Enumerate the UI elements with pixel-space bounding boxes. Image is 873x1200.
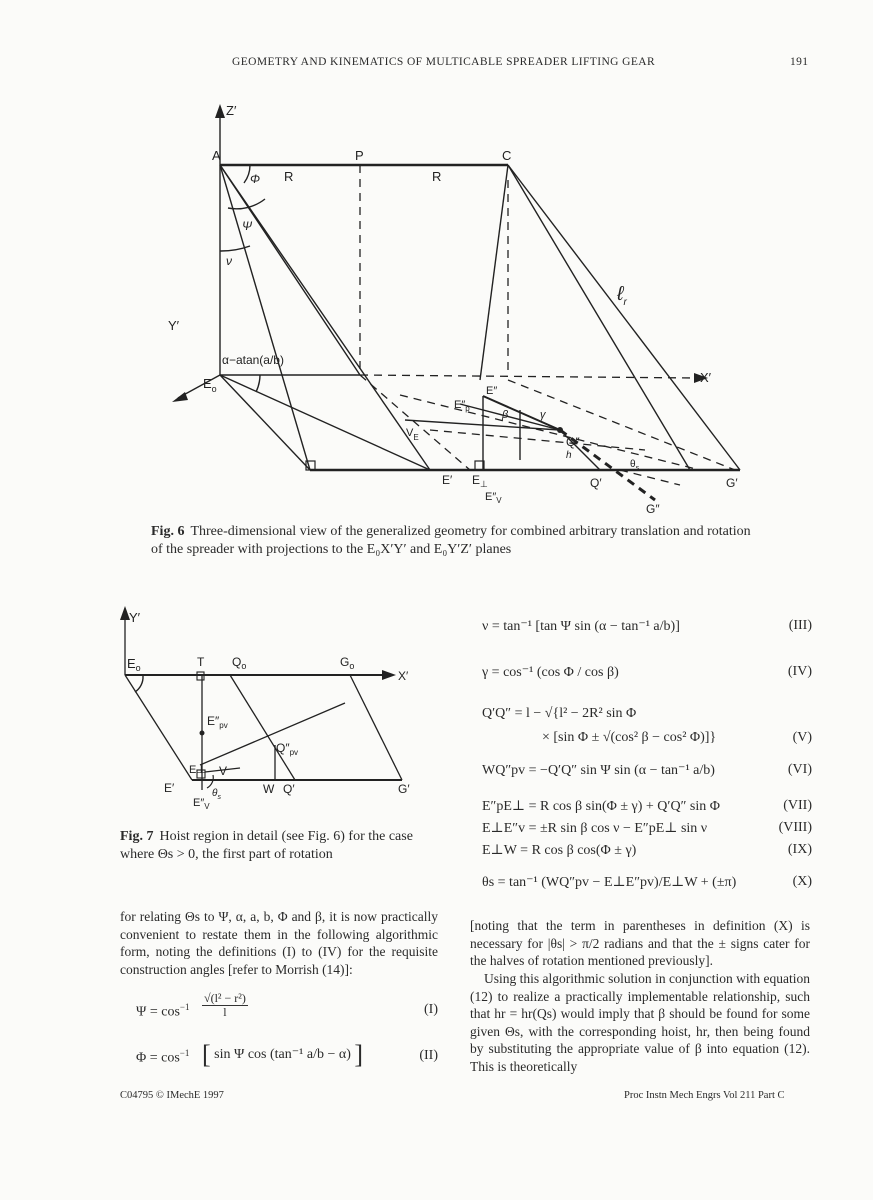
running-title: GEOMETRY AND KINEMATICS OF MULTICABLE SPREADER LIFTING GEAR	[232, 56, 656, 68]
fig7-label-qprime: Q′	[283, 782, 295, 796]
fig7-label-ev: $E''_V$	[193, 797, 210, 811]
equation-I: $\Psi = \cos^{-1}$ $\frac{\text{√(l² − r²)}}{l}$ (I)	[136, 991, 438, 1020]
fig6-label-theta-s: $\theta_s$	[630, 459, 640, 472]
fig6-label-beta: β	[502, 409, 509, 421]
equation-IX: E⊥W = R cos β cos(Φ ± γ) (IX)	[482, 842, 812, 858]
right-paragraph-2: Using this algorithmic solution in conjunction with equation (12) to realize a practically implementable relationship, such that hr = hr(Qs) would imply that β should be found for some given Θs, with the corresponding hoist, hr, then being found by substituting the appropriate value of β into equation (12). This is theoretically	[470, 971, 810, 1074]
fig6-label-qpp: Q″	[566, 435, 580, 449]
fig6-label-y: Y′	[168, 318, 180, 333]
fig6-label-p: P	[355, 148, 364, 163]
fig6-label-gpp: G″	[646, 502, 660, 516]
fig7-label-y: Y′	[129, 610, 141, 625]
equation-VIII: E⊥E″v = ±R sin β cos ν − E″pE⊥ sin ν (VIII)	[482, 820, 812, 836]
page-number: 191	[790, 56, 809, 68]
fig6-label-ve: $V_E$	[406, 427, 419, 442]
fig7-label-qo: $Q_o$	[232, 655, 247, 671]
fig6-label-eo: $E_o$	[203, 376, 217, 394]
fig6-label-epp2: E″	[486, 385, 498, 397]
equation-VII: E″pE⊥ = R cos β sin(Φ ± γ) + Q′Q″ sin Φ (VII)	[482, 798, 812, 814]
fig6-label-epp: $E''_p$	[454, 399, 470, 413]
fig6-caption	[151, 523, 751, 559]
right-equations	[482, 612, 812, 912]
fig6-label-a: A	[212, 148, 221, 163]
fig7-caption-text: Hoist region in detail (see Fig. 6) for the case where Θs > 0, the first part of rotation	[120, 829, 413, 862]
fig6-label-z: Z′	[226, 103, 237, 118]
fig6-label-eprime: E′	[442, 473, 453, 487]
equation-II: $\Phi = \cos^{-1}$ [ sin Ψ cos (tan⁻¹ a/b − α) ] (II)	[136, 1040, 438, 1069]
equation-V-line2: × [sin Φ ± √(cos² β − cos² Φ)]} (V)	[542, 730, 812, 745]
footer-left: C04795 © IMechE 1997	[120, 1090, 224, 1101]
fig6-label-phi: Φ	[250, 172, 261, 186]
fig7-label-eperp: E⊥	[189, 764, 206, 776]
fig6-label-eperp: $E_\perp$	[472, 473, 488, 489]
left-paragraph: for relating Θs to Ψ, α, a, b, Φ and β, it is now practically convenient to restate them in the following algorithmic form, noting the definitions (I) to (IV) for the requisite construction angles [refer to Morrish (14)]:	[120, 909, 438, 977]
equation-IV: γ = cos⁻¹ (cos Φ / cos β) (IV)	[482, 664, 812, 680]
fig6-label-gamma: γ	[540, 409, 546, 421]
fig7-label-qpv: $Q''_{pv}$	[276, 741, 299, 757]
fig7-label-x: X′	[398, 669, 409, 683]
fig7-label-epv: $E''_{pv}$	[207, 714, 228, 730]
fig7-label-go: $G_o$	[340, 655, 355, 671]
fig6-label-alpha-atan: α−atan(a/b)	[222, 353, 284, 367]
fig6-caption-text: Three-dimensional view of the generalized geometry for combined arbitrary translation and rotation of the spreader with projections to the E₀X′Y′ and E₀Y′Z′ planes	[151, 524, 751, 557]
fig7-caption-label: Fig. 7	[120, 829, 154, 844]
fig7-label-t: T	[197, 655, 205, 669]
fig7-x-arrow-icon	[382, 670, 396, 680]
figure-7	[108, 604, 438, 812]
fig6-label-gp: G′	[726, 476, 738, 490]
fig6-label-psi: Ψ	[242, 219, 252, 233]
equation-V-line1: Q′Q″ = l − √{l² − 2R² sin Φ	[482, 706, 637, 721]
fig6-label-lr: ℓ$_r$	[617, 283, 627, 308]
fig7-label-w: W	[263, 782, 275, 796]
fig6-label-c: C	[502, 148, 512, 163]
fig6-caption-label: Fig. 6	[151, 524, 185, 539]
fig6-label-r1: R	[284, 169, 294, 184]
equation-III: ν = tan⁻¹ [tan Ψ sin (α − tan⁻¹ a/b)] (III)	[482, 618, 812, 634]
fig7-label-eo: $E_o$	[127, 656, 141, 673]
right-paragraph-1: [noting that the term in parentheses in definition (X) is necessary for |θs| > π/2 radians and that the ± signs cater for the halves of rotation mentioned previously].	[470, 918, 810, 968]
footer-right: Proc Instn Mech Engrs Vol 211 Part C	[624, 1090, 785, 1101]
fig6-label-r2: R	[432, 169, 442, 184]
equation-X: θs = tan⁻¹ (WQ″pv − E⊥E″pv)/E⊥W + (±π) (X)	[482, 874, 812, 890]
fig6-label-h: h	[566, 450, 572, 461]
fig6-label-evpp: $E''_V$	[485, 491, 502, 505]
fig6-label-nu: ν	[226, 254, 232, 268]
fig7-label-v: V	[219, 764, 228, 778]
z-axis-arrow-icon	[215, 104, 225, 118]
fig7-caption	[120, 828, 438, 864]
fig7-label-eprime: E′	[164, 781, 175, 795]
figure-6	[150, 92, 750, 522]
equation-VI: WQ″pv = −Q′Q″ sin Ψ sin (α − tan⁻¹ a/b) (VI)	[482, 762, 812, 778]
fig6-label-x: X′	[700, 370, 712, 385]
fig7-label-theta: $\theta_s$	[212, 788, 221, 801]
fig6-label-qp: Q′	[590, 476, 602, 490]
fig7-label-gprime: G′	[398, 782, 410, 796]
